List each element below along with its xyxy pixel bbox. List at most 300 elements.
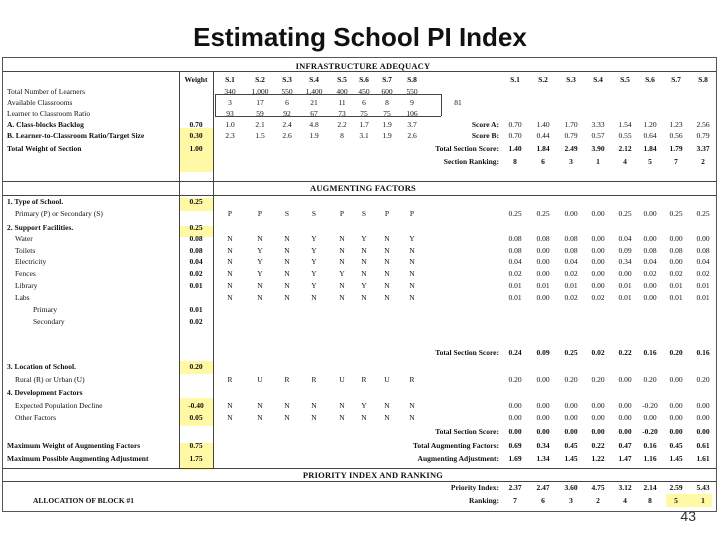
augmenting-cell: 0.20 bbox=[508, 375, 522, 384]
rule-line bbox=[215, 94, 216, 116]
augmenting-row-label: Expected Population Decline bbox=[15, 401, 103, 410]
augmenting-total-cell: 1.16 bbox=[643, 454, 657, 463]
augmenting-flag: N bbox=[227, 234, 233, 243]
infra-row-weight: 0.70 bbox=[189, 120, 203, 129]
infra-cell: 1.9 bbox=[309, 131, 319, 140]
max-adjustment-value: 1.75 bbox=[189, 454, 203, 463]
augmenting-flag: Y bbox=[361, 401, 367, 410]
augmenting-cell: 0.01 bbox=[618, 281, 632, 290]
augmenting-flag: N bbox=[284, 246, 290, 255]
augmenting-cell: 0.08 bbox=[696, 246, 710, 255]
augmenting-flag: N bbox=[409, 293, 415, 302]
augmenting-cell: 0.09 bbox=[618, 246, 632, 255]
augmenting-row-label: Other Factors bbox=[15, 413, 57, 422]
augmenting-cell: 0.00 bbox=[591, 246, 605, 255]
augmenting-row-label: Library bbox=[15, 281, 38, 290]
augmenting-flag: Y bbox=[311, 234, 317, 243]
priority-cell: 5 bbox=[674, 496, 678, 505]
infra-cell: 600 bbox=[381, 87, 393, 96]
augmenting-cell: 0.00 bbox=[643, 234, 657, 243]
rule-line bbox=[441, 94, 442, 116]
augmenting-flag: N bbox=[361, 413, 367, 422]
augmenting-total-cell: 0.34 bbox=[536, 441, 550, 450]
augmenting-flag: R bbox=[361, 375, 367, 384]
priority-cell: 7 bbox=[513, 496, 517, 505]
infra-row-label: Available Classrooms bbox=[7, 98, 73, 107]
augmenting-cell: 0.00 bbox=[536, 413, 550, 422]
augmenting-flag: N bbox=[339, 413, 345, 422]
augmenting-row-weight: 0.08 bbox=[189, 246, 203, 255]
augmenting-cell: 0.02 bbox=[508, 269, 522, 278]
augmenting-flag: N bbox=[227, 413, 233, 422]
page-number: 43 bbox=[680, 508, 696, 524]
augmenting-row-weight: 0.20 bbox=[189, 362, 203, 371]
school-header-left: S.3 bbox=[282, 75, 292, 84]
augmenting-total-cell: 0.22 bbox=[591, 441, 605, 450]
augmenting-cell: 0.01 bbox=[536, 281, 550, 290]
augmenting-flag: N bbox=[284, 413, 290, 422]
infra-cell: 1,400 bbox=[305, 87, 323, 96]
augmenting-cell: 0.02 bbox=[696, 269, 710, 278]
augmenting-total-cell: 1.45 bbox=[669, 454, 683, 463]
augmenting-cell: 0.01 bbox=[508, 293, 522, 302]
augmenting-flag: N bbox=[311, 293, 317, 302]
rule-line bbox=[3, 181, 716, 182]
augmenting-flag: Y bbox=[339, 269, 345, 278]
infra-score-cell: 1 bbox=[596, 157, 600, 166]
infra-cell: 2.1 bbox=[255, 120, 265, 129]
infra-score-cell: 1.54 bbox=[618, 120, 632, 129]
augmenting-cell: 0.01 bbox=[669, 293, 683, 302]
augmenting-flag: S bbox=[284, 209, 290, 218]
augmenting-total-cell: 0.16 bbox=[643, 348, 657, 357]
augmenting-cell: 0.34 bbox=[618, 257, 632, 266]
rule-line bbox=[3, 71, 716, 72]
school-header-right: S.5 bbox=[620, 75, 630, 84]
augmenting-cell: 0.20 bbox=[591, 375, 605, 384]
augmenting-flag: N bbox=[384, 269, 390, 278]
section-priority: PRIORITY INDEX AND RANKING bbox=[302, 470, 444, 480]
augmenting-flag: U bbox=[257, 375, 263, 384]
augmenting-flag: N bbox=[339, 246, 345, 255]
augmenting-flag: N bbox=[339, 257, 345, 266]
infra-score-cell: 1.40 bbox=[536, 120, 550, 129]
augmenting-cell: 0.00 bbox=[536, 246, 550, 255]
augmenting-total-label: Total Augmenting Factors: bbox=[413, 441, 499, 450]
augmenting-flag: N bbox=[409, 246, 415, 255]
augmenting-flag: N bbox=[361, 293, 367, 302]
augmenting-cell: 0.20 bbox=[643, 375, 657, 384]
infra-cell: 1.9 bbox=[382, 131, 392, 140]
infra-score-cell: 0.44 bbox=[536, 131, 550, 140]
augmenting-flag: N bbox=[284, 234, 290, 243]
augmenting-cell: 0.20 bbox=[564, 375, 578, 384]
augmenting-total-label: Total Section Score: bbox=[435, 427, 499, 436]
augmenting-flag: P bbox=[339, 209, 345, 218]
infra-score-label: Section Ranking: bbox=[443, 157, 499, 166]
augmenting-cell: 0.00 bbox=[669, 257, 683, 266]
augmenting-row-label: Primary bbox=[33, 305, 58, 314]
augmenting-flag: N bbox=[339, 401, 345, 410]
augmenting-cell: 0.00 bbox=[696, 234, 710, 243]
augmenting-cell: 0.04 bbox=[643, 257, 657, 266]
augmenting-flag: N bbox=[227, 293, 233, 302]
augmenting-cell: 0.00 bbox=[508, 413, 522, 422]
max-weight-value: 0.75 bbox=[189, 441, 203, 450]
rule-line bbox=[3, 468, 716, 469]
augmenting-row-label: Toilets bbox=[15, 246, 36, 255]
infra-cell: 59 bbox=[256, 109, 264, 118]
augmenting-cell: 0.02 bbox=[669, 269, 683, 278]
augmenting-flag: N bbox=[284, 257, 290, 266]
augmenting-cell: 0.00 bbox=[696, 401, 710, 410]
priority-label: Ranking: bbox=[468, 496, 499, 505]
school-header-left: S.7 bbox=[382, 75, 392, 84]
infra-cell: 3.1 bbox=[359, 131, 369, 140]
augmenting-total-cell: 1.47 bbox=[618, 454, 632, 463]
infra-score-cell: 4 bbox=[623, 157, 627, 166]
augmenting-cell: 0.25 bbox=[508, 209, 522, 218]
augmenting-flag: N bbox=[227, 269, 233, 278]
school-header-left: S.8 bbox=[407, 75, 417, 84]
school-header-left: S.5 bbox=[337, 75, 347, 84]
rule-line bbox=[3, 195, 716, 196]
augmenting-flag: P bbox=[409, 209, 415, 218]
infra-cell: 17 bbox=[256, 98, 264, 107]
school-header-left: S.2 bbox=[255, 75, 265, 84]
augmenting-cell: 0.00 bbox=[643, 293, 657, 302]
augmenting-flag: N bbox=[361, 269, 367, 278]
augmenting-flag: N bbox=[257, 401, 263, 410]
augmenting-flag: N bbox=[409, 401, 415, 410]
augmenting-flag: R bbox=[311, 375, 317, 384]
infra-score-cell: 7 bbox=[674, 157, 678, 166]
priority-cell: 5.43 bbox=[696, 483, 710, 492]
augmenting-total-cell: 1.34 bbox=[536, 454, 550, 463]
school-header-right: S.8 bbox=[698, 75, 708, 84]
infra-score-cell: 1.23 bbox=[669, 120, 683, 129]
school-header-right: S.7 bbox=[671, 75, 681, 84]
augmenting-cell: 0.00 bbox=[536, 375, 550, 384]
infra-cell: 106 bbox=[406, 109, 418, 118]
augmenting-flag: Y bbox=[257, 269, 263, 278]
augmenting-cell: 0.00 bbox=[536, 257, 550, 266]
augmenting-flag: Y bbox=[311, 281, 317, 290]
infra-cell: 8 bbox=[340, 131, 344, 140]
augmenting-flag: N bbox=[361, 246, 367, 255]
infra-cell: 8 bbox=[385, 98, 389, 107]
augmenting-cell: 0.00 bbox=[618, 269, 632, 278]
augmenting-flag: N bbox=[284, 269, 290, 278]
augmenting-cell: 0.00 bbox=[643, 281, 657, 290]
infra-cell: 92 bbox=[283, 109, 291, 118]
infra-score-label: Total Section Score: bbox=[435, 144, 499, 153]
augmenting-cell: 0.04 bbox=[618, 234, 632, 243]
augmenting-flag: Y bbox=[361, 234, 367, 243]
infra-cell: 4.8 bbox=[309, 120, 319, 129]
infra-cell: 21 bbox=[310, 98, 318, 107]
section-infrastructure: INFRASTRUCTURE ADEQUACY bbox=[295, 61, 431, 71]
augmenting-flag: Y bbox=[311, 246, 317, 255]
augmenting-row-weight: 0.25 bbox=[189, 223, 203, 232]
infra-cell: 93 bbox=[226, 109, 234, 118]
infra-cell: 400 bbox=[336, 87, 348, 96]
augmenting-total-cell: 0.00 bbox=[591, 427, 605, 436]
augmenting-row-label: 4. Development Factors bbox=[7, 388, 83, 397]
augmenting-total-cell: 0.00 bbox=[696, 427, 710, 436]
augmenting-cell: 0.01 bbox=[696, 293, 710, 302]
augmenting-cell: 0.00 bbox=[591, 269, 605, 278]
augmenting-row-label: 2. Support Facilities. bbox=[7, 223, 74, 232]
augmenting-row-label: 1. Type of School. bbox=[7, 197, 64, 206]
priority-cell: 2.14 bbox=[643, 483, 657, 492]
augmenting-cell: 0.25 bbox=[669, 209, 683, 218]
augmenting-cell: 0.02 bbox=[591, 293, 605, 302]
priority-cell: 3.12 bbox=[618, 483, 632, 492]
augmenting-total-cell: 0.69 bbox=[508, 441, 522, 450]
augmenting-row-weight: 0.02 bbox=[189, 317, 203, 326]
augmenting-cell: 0.00 bbox=[591, 257, 605, 266]
augmenting-flag: N bbox=[384, 234, 390, 243]
augmenting-flag: N bbox=[409, 413, 415, 422]
augmenting-row-label: Electricity bbox=[15, 257, 47, 266]
infra-score-cell: 0.55 bbox=[618, 131, 632, 140]
augmenting-cell: 0.00 bbox=[564, 413, 578, 422]
augmenting-cell: 0.00 bbox=[591, 413, 605, 422]
augmenting-cell: 0.00 bbox=[536, 293, 550, 302]
infra-cell: 3.7 bbox=[407, 120, 417, 129]
augmenting-flag: N bbox=[311, 401, 317, 410]
augmenting-total-cell: 1.61 bbox=[696, 454, 710, 463]
augmenting-flag: Y bbox=[311, 257, 317, 266]
augmenting-flag: U bbox=[339, 375, 345, 384]
augmenting-flag: N bbox=[384, 246, 390, 255]
infra-score-cell: 1.40 bbox=[508, 144, 522, 153]
augmenting-flag: N bbox=[257, 234, 263, 243]
infra-cell: 340 bbox=[224, 87, 236, 96]
augmenting-cell: 0.00 bbox=[508, 401, 522, 410]
augmenting-flag: N bbox=[361, 257, 367, 266]
infra-score-cell: 2.49 bbox=[564, 144, 578, 153]
augmenting-total-cell: 0.09 bbox=[536, 348, 550, 357]
augmenting-cell: 0.01 bbox=[564, 281, 578, 290]
augmenting-flag: Y bbox=[311, 269, 317, 278]
augmenting-cell: 0.01 bbox=[618, 293, 632, 302]
augmenting-cell: 0.08 bbox=[564, 234, 578, 243]
infra-cell: 550 bbox=[281, 87, 293, 96]
augmenting-row-weight: -0.40 bbox=[188, 401, 204, 410]
school-header-left: S.4 bbox=[309, 75, 319, 84]
infra-score-cell: 6 bbox=[541, 157, 545, 166]
augmenting-flag: N bbox=[384, 401, 390, 410]
infra-cell: 73 bbox=[338, 109, 346, 118]
infra-row-label: Total Weight of Section bbox=[7, 144, 82, 153]
augmenting-cell: 0.04 bbox=[696, 257, 710, 266]
augmenting-cell: 0.00 bbox=[669, 413, 683, 422]
infra-score-label: Score A: bbox=[471, 120, 499, 129]
augmenting-cell: 0.00 bbox=[564, 401, 578, 410]
augmenting-total-cell: 0.47 bbox=[618, 441, 632, 450]
augmenting-total-cell: 0.45 bbox=[669, 441, 683, 450]
augmenting-flag: N bbox=[227, 281, 233, 290]
augmenting-row-label: Secondary bbox=[33, 317, 65, 326]
augmenting-flag: N bbox=[384, 413, 390, 422]
infra-score-cell: 0.57 bbox=[591, 131, 605, 140]
augmenting-flag: N bbox=[284, 293, 290, 302]
infra-row-label: Total Number of Learners bbox=[7, 87, 85, 96]
augmenting-row-weight: 0.02 bbox=[189, 269, 203, 278]
augmenting-total-cell: 0.24 bbox=[508, 348, 522, 357]
infra-cell: 2.3 bbox=[225, 131, 235, 140]
augmenting-cell: 0.08 bbox=[536, 234, 550, 243]
augmenting-flag: N bbox=[409, 257, 415, 266]
infra-score-label: Score B: bbox=[471, 131, 499, 140]
augmenting-total-label: Total Section Score: bbox=[435, 348, 499, 357]
augmenting-flag: N bbox=[409, 281, 415, 290]
priority-cell: 6 bbox=[541, 496, 545, 505]
augmenting-total-cell: 0.00 bbox=[669, 427, 683, 436]
infra-score-cell: 3.37 bbox=[696, 144, 710, 153]
augmenting-total-cell: 1.69 bbox=[508, 454, 522, 463]
infra-score-cell: 3.33 bbox=[591, 120, 605, 129]
infra-score-cell: 2.12 bbox=[618, 144, 632, 153]
augmenting-cell: 0.08 bbox=[564, 246, 578, 255]
augmenting-cell: 0.00 bbox=[536, 269, 550, 278]
augmenting-cell: 0.20 bbox=[696, 375, 710, 384]
infra-score-cell: 1.84 bbox=[643, 144, 657, 153]
augmenting-cell: 0.02 bbox=[564, 293, 578, 302]
augmenting-flag: N bbox=[339, 293, 345, 302]
priority-cell: 2.47 bbox=[536, 483, 550, 492]
augmenting-total-label: Augmenting Adjustment: bbox=[417, 454, 499, 463]
infra-cell: 1.5 bbox=[255, 131, 265, 140]
augmenting-cell: 0.01 bbox=[696, 281, 710, 290]
augmenting-cell: 0.00 bbox=[669, 375, 683, 384]
augmenting-total-cell: -0.20 bbox=[642, 427, 658, 436]
infra-cell: 11 bbox=[338, 98, 346, 107]
infra-row-weight: 0.30 bbox=[189, 131, 203, 140]
infra-cell: 2.6 bbox=[407, 131, 417, 140]
infra-score-cell: 5 bbox=[648, 157, 652, 166]
augmenting-row-weight: 0.25 bbox=[189, 197, 203, 206]
augmenting-total-cell: 0.25 bbox=[564, 348, 578, 357]
augmenting-flag: N bbox=[409, 269, 415, 278]
school-header-left: S.1 bbox=[225, 75, 235, 84]
augmenting-total-cell: 0.00 bbox=[508, 427, 522, 436]
augmenting-total-cell: 0.45 bbox=[564, 441, 578, 450]
augmenting-flag: N bbox=[384, 281, 390, 290]
infra-row-weight: 1.00 bbox=[189, 144, 203, 153]
infra-cell: 75 bbox=[360, 109, 368, 118]
augmenting-row-weight: 0.04 bbox=[189, 257, 203, 266]
augmenting-flag: N bbox=[227, 246, 233, 255]
augmenting-cell: 0.08 bbox=[643, 246, 657, 255]
augmenting-flag: N bbox=[257, 413, 263, 422]
augmenting-total-cell: 0.61 bbox=[696, 441, 710, 450]
augmenting-flag: N bbox=[257, 293, 263, 302]
augmenting-flag: S bbox=[361, 209, 367, 218]
augmenting-cell: 0.00 bbox=[536, 401, 550, 410]
infra-score-cell: 1.70 bbox=[564, 120, 578, 129]
infra-cell: 2.6 bbox=[282, 131, 292, 140]
priority-cell: 4 bbox=[623, 496, 627, 505]
augmenting-flag: R bbox=[284, 375, 290, 384]
augmenting-cell: 0.25 bbox=[618, 209, 632, 218]
augmenting-flag: Y bbox=[409, 234, 415, 243]
weight-header: Weight bbox=[184, 75, 208, 84]
infra-cell: 9 bbox=[410, 98, 414, 107]
infra-cell: 2.4 bbox=[282, 120, 292, 129]
infra-cell: 6 bbox=[362, 98, 366, 107]
augmenting-cell: 0.04 bbox=[508, 257, 522, 266]
infra-score-cell: 1.20 bbox=[643, 120, 657, 129]
infra-cell: 450 bbox=[358, 87, 370, 96]
infra-cell: 3 bbox=[228, 98, 232, 107]
infra-row-label: Learner to Classroom Ratio bbox=[7, 109, 91, 118]
infra-cell: 6 bbox=[285, 98, 289, 107]
infra-score-cell: 0.64 bbox=[643, 131, 657, 140]
school-header-right: S.6 bbox=[645, 75, 655, 84]
augmenting-total-cell: 1.22 bbox=[591, 454, 605, 463]
augmenting-cell: 0.02 bbox=[643, 269, 657, 278]
augmenting-cell: 0.00 bbox=[618, 413, 632, 422]
augmenting-cell: 0.00 bbox=[564, 209, 578, 218]
augmenting-cell: 0.00 bbox=[643, 209, 657, 218]
augmenting-cell: 0.00 bbox=[696, 413, 710, 422]
priority-cell: 2.59 bbox=[669, 483, 683, 492]
school-header-right: S.4 bbox=[593, 75, 603, 84]
infra-cell: 1.0 bbox=[225, 120, 235, 129]
priority-label: Priority Index: bbox=[450, 483, 499, 492]
infra-cell: 75 bbox=[383, 109, 391, 118]
infra-score-cell: 3 bbox=[569, 157, 573, 166]
augmenting-row-label: Water bbox=[15, 234, 33, 243]
augmenting-total-cell: 0.02 bbox=[591, 348, 605, 357]
augmenting-total-cell: 0.20 bbox=[669, 348, 683, 357]
priority-cell: 2 bbox=[596, 496, 600, 505]
school-header-left: S.6 bbox=[359, 75, 369, 84]
infra-cell: 67 bbox=[310, 109, 318, 118]
augmenting-cell: 0.04 bbox=[564, 257, 578, 266]
augmenting-flag: Y bbox=[257, 246, 263, 255]
augmenting-total-cell: 0.00 bbox=[618, 427, 632, 436]
augmenting-flag: N bbox=[284, 401, 290, 410]
augmenting-row-weight: 0.01 bbox=[189, 305, 203, 314]
section-augmenting: AUGMENTING FACTORS bbox=[309, 183, 416, 193]
augmenting-flag: N bbox=[384, 293, 390, 302]
school-header-right: S.2 bbox=[538, 75, 548, 84]
augmenting-flag: N bbox=[227, 401, 233, 410]
priority-cell: 4.75 bbox=[591, 483, 605, 492]
rule-line bbox=[213, 71, 214, 468]
augmenting-row-weight: 0.08 bbox=[189, 234, 203, 243]
infra-score-cell: 3.90 bbox=[591, 144, 605, 153]
augmenting-row-label: Labs bbox=[15, 293, 30, 302]
augmenting-total-cell: 0.16 bbox=[643, 441, 657, 450]
infra-score-cell: 8 bbox=[513, 157, 517, 166]
priority-cell: 2.37 bbox=[508, 483, 522, 492]
augmenting-total-cell: 1.45 bbox=[564, 454, 578, 463]
augmenting-flag: P bbox=[227, 209, 233, 218]
augmenting-cell: 0.00 bbox=[669, 401, 683, 410]
augmenting-flag: N bbox=[227, 257, 233, 266]
priority-cell: 8 bbox=[648, 496, 652, 505]
augmenting-cell: 0.00 bbox=[669, 234, 683, 243]
infra-score-cell: 0.70 bbox=[508, 131, 522, 140]
infra-extra-value: 81 bbox=[454, 98, 462, 107]
infra-score-cell: 0.56 bbox=[669, 131, 683, 140]
augmenting-total-cell: 0.22 bbox=[618, 348, 632, 357]
